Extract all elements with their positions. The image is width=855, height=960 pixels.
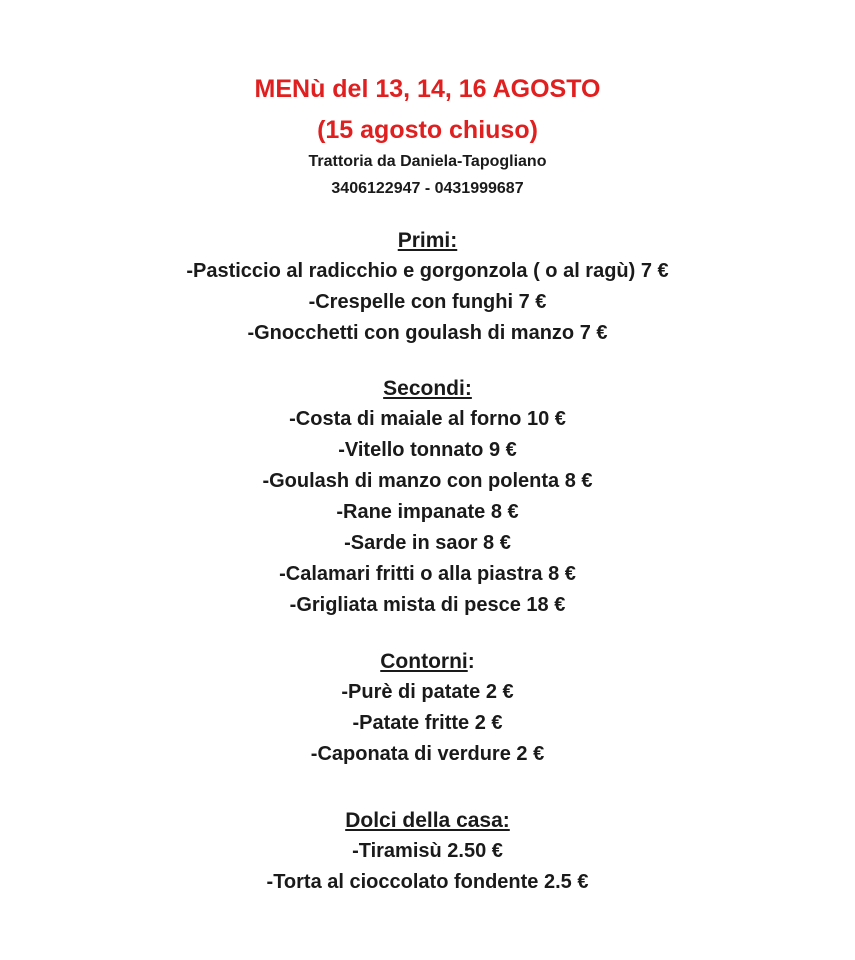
restaurant-name: Trattoria da Daniela-Tapogliano (308, 153, 547, 170)
phone-numbers: 3406122947 - 0431999687 (331, 180, 524, 197)
menu-title: MENù del 13, 14, 16 AGOSTO (254, 75, 601, 103)
menu-item: -Sarde in saor 8 € (344, 532, 511, 554)
menu-item: -Caponata di verdure 2 € (310, 743, 545, 765)
section-primi (0, 226, 855, 349)
closed-notice: (15 agosto chiuso) (317, 116, 538, 144)
menu-item: -Rane impanate 8 € (336, 501, 519, 523)
menu-item: -Tiramisù 2.50 € (352, 840, 503, 862)
section-heading-label: Contorni (380, 650, 468, 673)
menu-item: -Patate fritte 2 € (352, 712, 503, 734)
section-heading-primi (0, 226, 855, 256)
section-heading-dolci (0, 806, 855, 836)
menu-item: -Vitello tonnato 9 € (338, 439, 517, 461)
section-heading-secondi (0, 374, 855, 404)
menu-item: -Pasticcio al radicchio e gorgonzola ( o al ragù) 7 € (186, 260, 669, 282)
section-heading-contorni (0, 647, 855, 677)
menu-item: -Calamari fritti o alla piastra 8 € (279, 563, 576, 585)
section-heading-label: Secondi: (383, 377, 472, 400)
menu-item: -Purè di patate 2 € (341, 681, 514, 703)
section-heading-label: Primi: (397, 229, 458, 252)
menu-item: -Crespelle con funghi 7 € (308, 291, 547, 313)
section-heading-colon: : (467, 650, 475, 673)
section-contorni (0, 647, 855, 770)
menu-item: -Costa di maiale al forno 10 € (289, 408, 566, 430)
menu-item: -Grigliata mista di pesce 18 € (289, 594, 566, 616)
menu-item: -Gnocchetti con goulash di manzo 7 € (247, 322, 608, 344)
section-heading-label: Dolci della casa: (345, 809, 510, 832)
menu-item: -Torta al cioccolato fondente 2.5 € (266, 871, 589, 893)
section-dolci (0, 806, 855, 898)
menu-item: -Goulash di manzo con polenta 8 € (262, 470, 593, 492)
section-secondi (0, 374, 855, 621)
